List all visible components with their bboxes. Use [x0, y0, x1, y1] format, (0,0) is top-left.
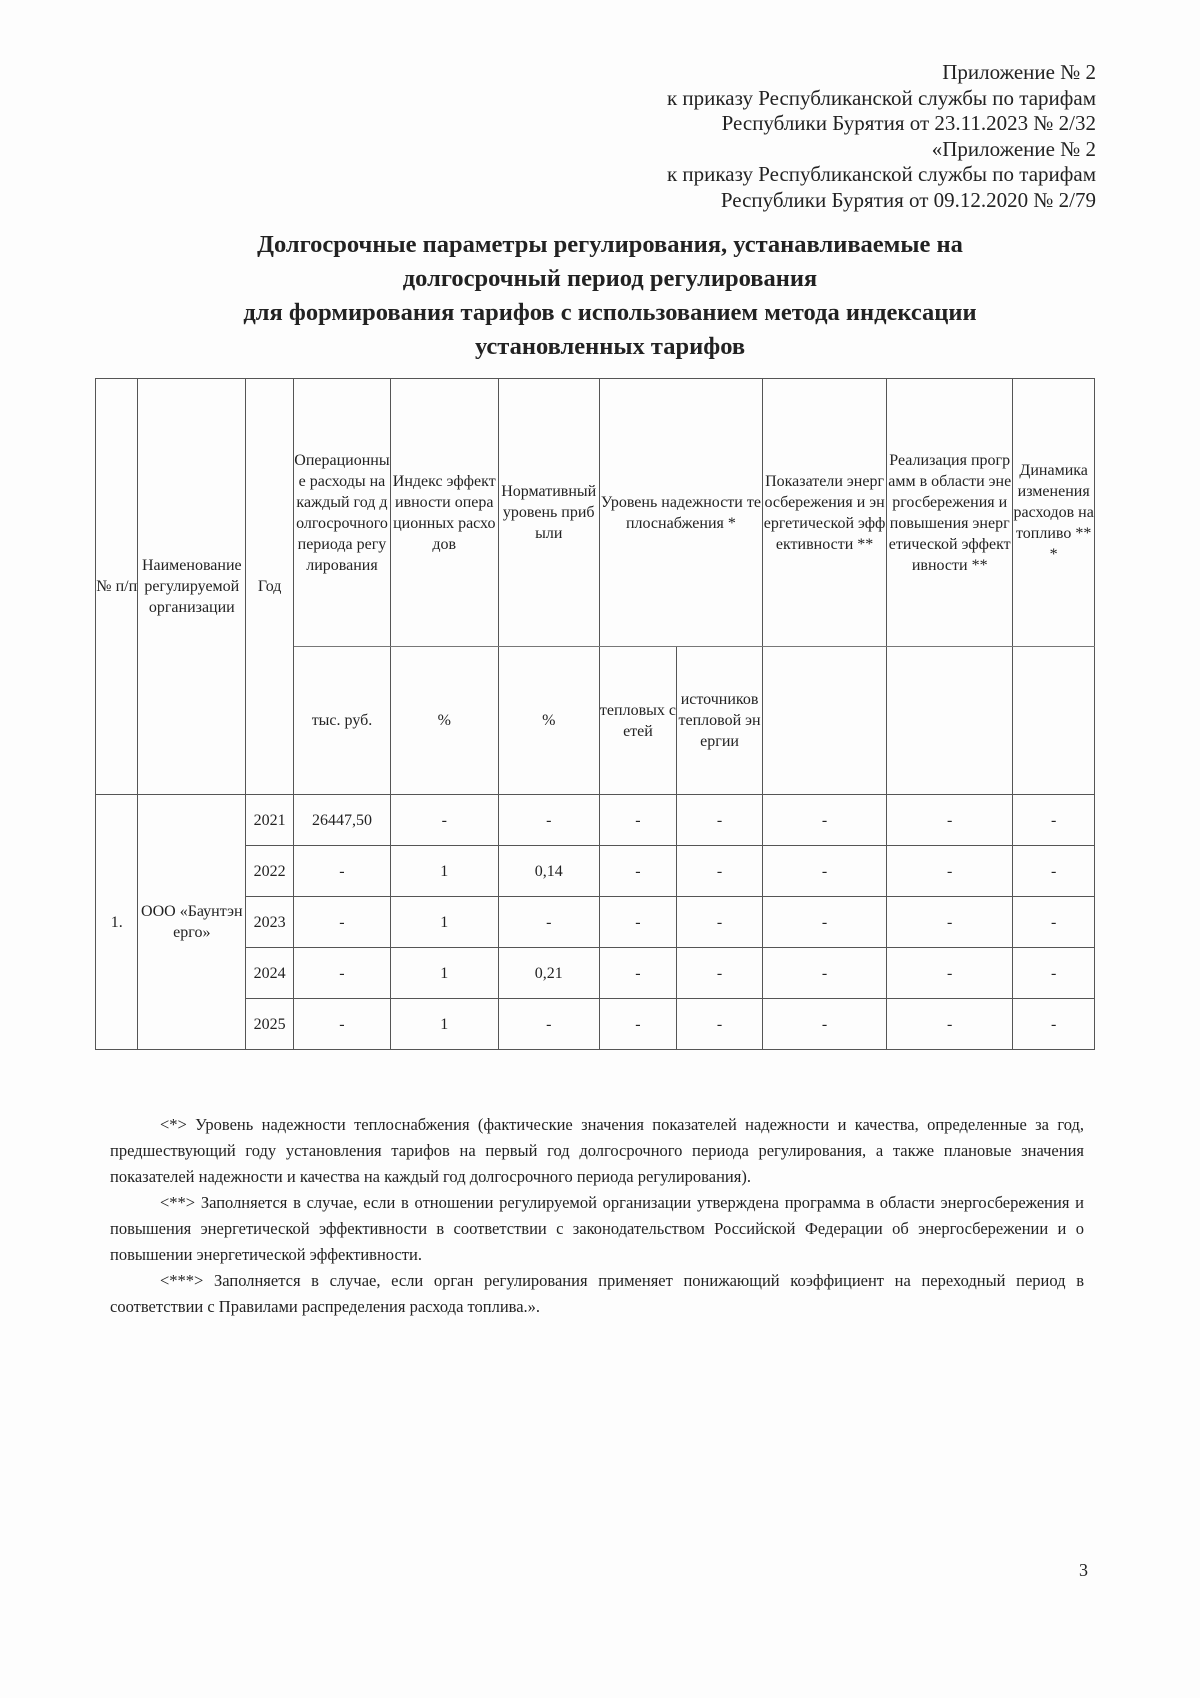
cell-opex: - [294, 846, 391, 897]
unit-empty [887, 647, 1013, 795]
cell-profit: - [498, 999, 599, 1050]
title-line: долгосрочный период регулирования [402, 265, 818, 292]
cell-efficiency: 1 [390, 948, 498, 999]
header-energy-saving: Показатели энергосбережения и энергетической эффективности ** [763, 379, 887, 647]
cell-profit: 0,21 [498, 948, 599, 999]
cell-year: 2021 [246, 795, 294, 846]
table-row [96, 846, 1095, 897]
unit-opex: тыс. руб. [294, 647, 391, 795]
cell-profit: - [498, 795, 599, 846]
unit-profit: % [498, 647, 599, 795]
cell-fuel: - [1013, 846, 1095, 897]
cell-efficiency: 1 [390, 897, 498, 948]
header-year: Год [246, 379, 294, 795]
header-block [667, 60, 1096, 213]
cell-sources: - [677, 897, 763, 948]
header-efficiency: Индекс эффективности операционных расходов [390, 379, 498, 647]
header-num: № п/п [96, 379, 138, 795]
cell-profit: - [498, 897, 599, 948]
cell-sources: - [677, 999, 763, 1050]
cell-networks: - [599, 999, 676, 1050]
header-line: Республики Бурятия от 23.11.2023 № 2/32 [721, 111, 1096, 135]
header-line: Приложение № 2 [942, 60, 1096, 84]
cell-opex: - [294, 948, 391, 999]
cell-programs: - [887, 897, 1013, 948]
unit-empty [1013, 647, 1095, 795]
cell-year: 2023 [246, 897, 294, 948]
cell-year: 2024 [246, 948, 294, 999]
cell-programs: - [887, 795, 1013, 846]
header-reliability: Уровень надежности теплоснабжения * [599, 379, 762, 647]
title-line: для формирования тарифов с использованием метода индексации [243, 299, 977, 326]
title-line: Долгосрочные параметры регулирования, устанавливаемые на [257, 231, 963, 258]
header-line: Республики Бурятия от 09.12.2020 № 2/79 [720, 187, 1096, 212]
cell-sources: - [677, 795, 763, 846]
cell-efficiency: - [390, 795, 498, 846]
unit-networks: тепловых сетей [599, 647, 676, 795]
header-line: к приказу Республиканской службы по тарифам [666, 85, 1096, 110]
header-row [96, 379, 1095, 647]
table-row [96, 999, 1095, 1050]
cell-networks: - [599, 846, 676, 897]
cell-networks: - [599, 897, 676, 948]
page-number: 3 [1079, 1560, 1088, 1580]
cell-energy-saving: - [763, 999, 887, 1050]
cell-year: 2025 [246, 999, 294, 1050]
cell-fuel: - [1013, 948, 1095, 999]
footnote: <***> Заполняется в случае, если орган регулирования применяет понижающий коэффициент на переходный период в соответствии с Правилами распределения расхода топлива.». [110, 1271, 1084, 1316]
table-row [96, 795, 1095, 846]
table-row [96, 948, 1095, 999]
unit-sources: источников тепловой энергии [677, 647, 763, 795]
header-org-name: Наименование регулируемой организации [138, 379, 246, 795]
org-number: 1. [96, 795, 138, 1050]
cell-programs: - [887, 999, 1013, 1050]
cell-programs: - [887, 846, 1013, 897]
unit-efficiency: % [390, 647, 498, 795]
cell-energy-saving: - [763, 846, 887, 897]
cell-sources: - [677, 948, 763, 999]
cell-networks: - [599, 948, 676, 999]
cell-energy-saving: - [763, 795, 887, 846]
header-line: «Приложение № 2 [931, 136, 1096, 161]
cell-opex: - [294, 897, 391, 948]
cell-opex: - [294, 999, 391, 1050]
header-fuel: Динамика изменения расходов на топливо *** [1013, 379, 1095, 647]
unit-empty [763, 647, 887, 795]
cell-fuel: - [1013, 999, 1095, 1050]
cell-networks: - [599, 795, 676, 846]
table-row [96, 897, 1095, 948]
cell-efficiency: 1 [390, 999, 498, 1050]
cell-year: 2022 [246, 846, 294, 897]
cell-profit: 0,14 [498, 846, 599, 897]
cell-efficiency: 1 [390, 846, 498, 897]
header-opex: Операционные расходы на каждый год долгосрочного периода регулирования [294, 379, 391, 647]
title-line: установленных тарифов [474, 333, 746, 360]
cell-opex: 26447,50 [294, 795, 391, 846]
cell-fuel: - [1013, 795, 1095, 846]
org-name: ООО «Баунтэнерго» [138, 795, 246, 1050]
cell-energy-saving: - [763, 948, 887, 999]
footnotes [110, 1112, 1084, 1320]
header-profit: Нормативный уровень прибыли [498, 379, 599, 647]
cell-energy-saving: - [763, 897, 887, 948]
footnote: <*> Уровень надежности теплоснабжения (фактические значения показателей надежности и качества, определенные за год, предшествующий году установления тарифов на первый год долгосрочного периода регулирования, а также плановые значения показателей надежности и качества на каждый год долгосрочного периода регулирования). [110, 1115, 1084, 1186]
footnote: <**> Заполняется в случае, если в отношении регулируемой организации утверждена программа в области энергосбережения и повышения энергетической эффективности в соответствии с законодательством Российской Федерации об энергосбережении и о повышении энергетической эффективности. [110, 1193, 1084, 1264]
parameters-table [95, 378, 1095, 1050]
cell-programs: - [887, 948, 1013, 999]
page-title [130, 228, 1090, 364]
cell-fuel: - [1013, 897, 1095, 948]
header-programs: Реализация программ в области энергосбережения и повышения энергетической эффективности ** [887, 379, 1013, 647]
header-line: к приказу Республиканской службы по тарифам [666, 162, 1096, 186]
cell-sources: - [677, 846, 763, 897]
